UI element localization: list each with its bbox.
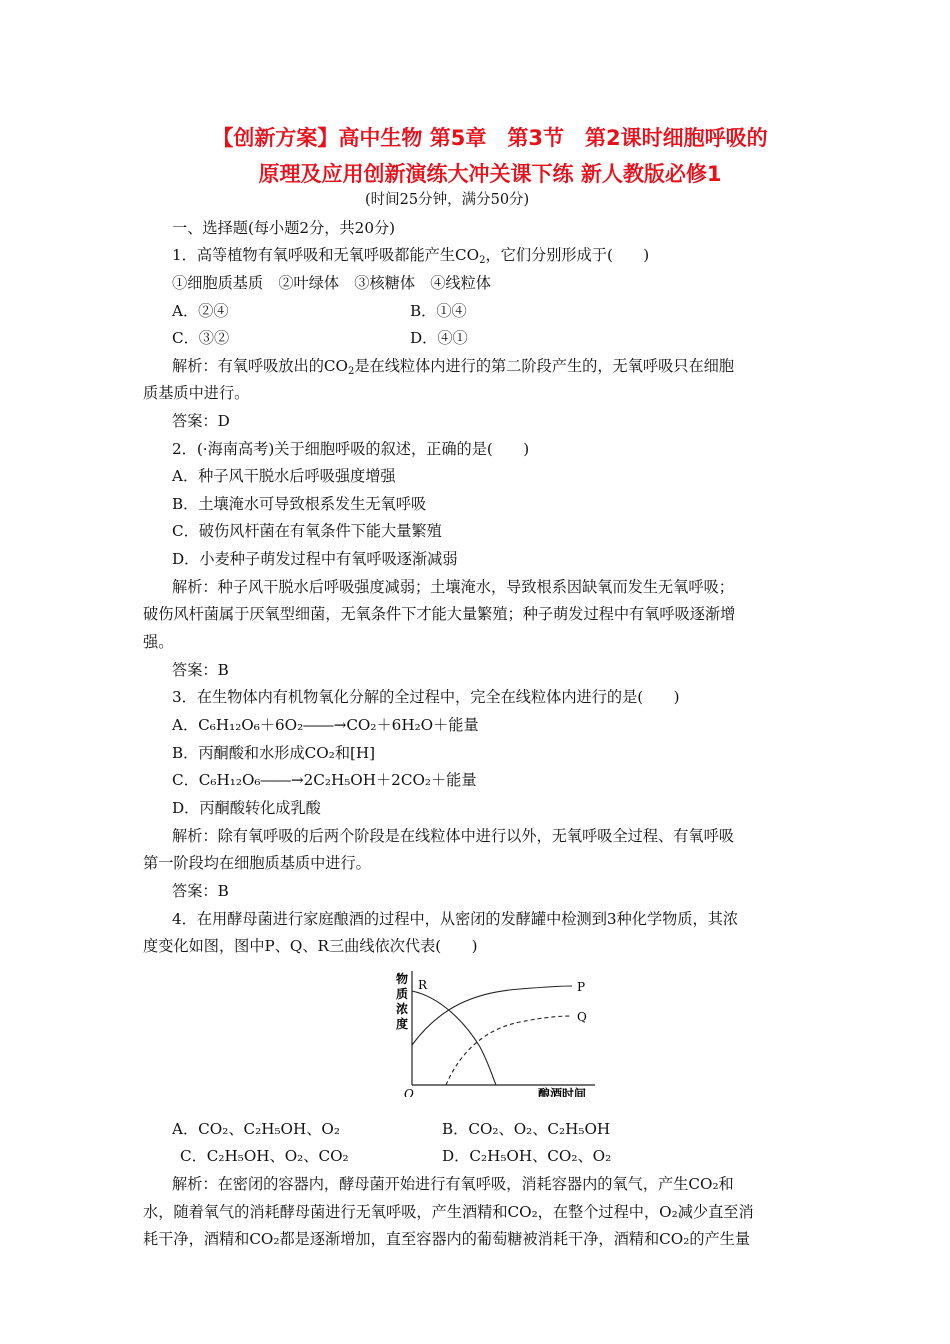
series-label-r: R [418, 978, 428, 992]
q1-items: ①细胞质基质 ②叶绿体 ③核糖体 ④线粒体 [172, 274, 491, 292]
y-axis-label-char: 度 [396, 1017, 409, 1031]
q1-answer: 答案：D [172, 412, 230, 430]
q4-option-d: D．C₂H₅OH、CO₂、O₂ [442, 1147, 612, 1165]
q1-option-d: D．④① [410, 329, 468, 347]
q4-option-c: C．C₂H₅OH、O₂、CO₂ [180, 1147, 349, 1165]
curve-p [412, 986, 572, 1045]
q1-analysis-part-a: 解析：有氧呼吸放出的CO [172, 357, 348, 375]
y-axis-label-char: 浓 [396, 1002, 409, 1016]
q2-option-c: C．破伤风杆菌在有氧条件下能大量繁殖 [172, 522, 442, 540]
q3-option-d: D．丙酮酸转化成乳酸 [172, 799, 321, 817]
q4-analysis-line-3: 耗干净，酒精和CO₂都是逐渐增加，直至容器内的葡萄糖被消耗干净，酒精和CO₂的产生量 [143, 1230, 751, 1248]
concentration-chart-svg [380, 967, 600, 1097]
q3-answer: 答案：B [172, 882, 229, 900]
time-note: (时间25分钟，满分50分) [365, 192, 530, 208]
x-axis-label: 酿酒时间 [538, 1087, 587, 1097]
q3-option-b: B．丙酮酸和水形成CO₂和[H] [172, 744, 376, 762]
q1-option-b: B．①④ [410, 302, 467, 320]
q2-answer: 答案：B [172, 661, 229, 679]
q3-option-a: A．C₆H₁₂O₆＋6O₂――→CO₂＋6H₂O＋能量 [172, 716, 479, 734]
y-axis-label-char: 质 [396, 987, 409, 1001]
q2-option-a: A．种子风干脱水后呼吸强度增强 [172, 467, 396, 485]
q2-stem: 2．(·海南高考)关于细胞呼吸的叙述，正确的是( ) [172, 440, 530, 458]
section-heading: 一、选择题(每小题2分，共20分) [172, 219, 396, 237]
q1-analysis-part-b: 是在线粒体内进行的第二阶段产生的，无氧呼吸只在细胞 [354, 357, 735, 375]
q2-analysis-line-2: 破伤风杆菌属于厌氧型细菌，无氧条件下才能大量繁殖；种子萌发过程中有氧呼吸逐渐增 [143, 605, 736, 623]
q1-option-a: A．②④ [172, 302, 229, 320]
q4-stem-line-1: 4．在用酵母菌进行家庭酿酒的过程中，从密闭的发酵罐中检测到3种化学物质，其浓 [172, 910, 739, 928]
q4-option-a: A．CO₂、C₂H₅OH、O₂ [172, 1120, 340, 1138]
q1-option-c: C．③② [172, 329, 230, 347]
q1-stem-part-b: ，它们分别形成于( ) [485, 246, 650, 264]
q1-analysis-line-1: 解析：有氧呼吸放出的$CO_2$是在线粒体内进行的第二阶段产生的，无氧呼吸只在细胞 [172, 357, 735, 377]
y-axis-label-char: 物 [396, 972, 409, 986]
q2-option-b: B．土壤淹水可导致根系发生无氧呼吸 [172, 495, 427, 513]
q4-stem-line-2: 度变化如图，图中P、Q、R三曲线依次代表( ) [143, 937, 478, 955]
q2-option-d: D．小麦种子萌发过程中有氧呼吸逐渐减弱 [172, 550, 458, 568]
q3-stem: 3．在生物体内有机物氧化分解的全过程中，完全在线粒体内进行的是( ) [172, 688, 680, 706]
series-label-p: P [577, 980, 586, 994]
document-title-line-1: 【创新方案】高中生物 第5章 第3节 第2课时细胞呼吸的 [212, 126, 768, 150]
concentration-chart [380, 967, 600, 1097]
q3-option-c: C．C₆H₁₂O₆――→2C₂H₅OH＋2CO₂＋能量 [172, 771, 477, 789]
q2-analysis-line-1: 解析：种子风干脱水后呼吸强度减弱；土壤淹水，导致根系因缺氧而发生无氧呼吸； [172, 578, 734, 596]
y-axis-label [396, 971, 408, 1031]
q4-analysis-line-1: 解析：在密闭的容器内，酵母菌开始进行有氧呼吸，消耗容器内的氧气，产生CO₂和 [172, 1175, 734, 1193]
q4-analysis-line-2: 水，随着氧气的消耗酵母菌进行无氧呼吸，产生酒精和CO₂，在整个过程中，O₂减少直至消 [143, 1203, 754, 1221]
q1-stem: 1．高等植物有氧呼吸和无氧呼吸都能产生$CO_2$，它们分别形成于( ) [172, 246, 650, 266]
document-title-line-2: 原理及应用创新演练大冲关课下练 新人教版必修1 [258, 162, 722, 186]
curve-r [412, 991, 496, 1085]
origin-label: O [404, 1087, 414, 1097]
series-label-q: Q [577, 1010, 587, 1024]
q3-analysis-line-2: 第一阶段均在细胞质基质中进行。 [143, 854, 371, 872]
q1-analysis-line-2: 质基质中进行。 [143, 384, 250, 402]
q1-stem-part-a: 1．高等植物有氧呼吸和无氧呼吸都能产生CO [172, 246, 480, 264]
q4-option-b: B．CO₂、O₂、C₂H₅OH [442, 1120, 611, 1138]
q2-analysis-line-3: 强。 [143, 633, 174, 651]
q3-analysis-line-1: 解析：除有氧呼吸的后两个阶段是在线粒体中进行以外，无氧呼吸全过程、有氧呼吸 [172, 827, 734, 845]
